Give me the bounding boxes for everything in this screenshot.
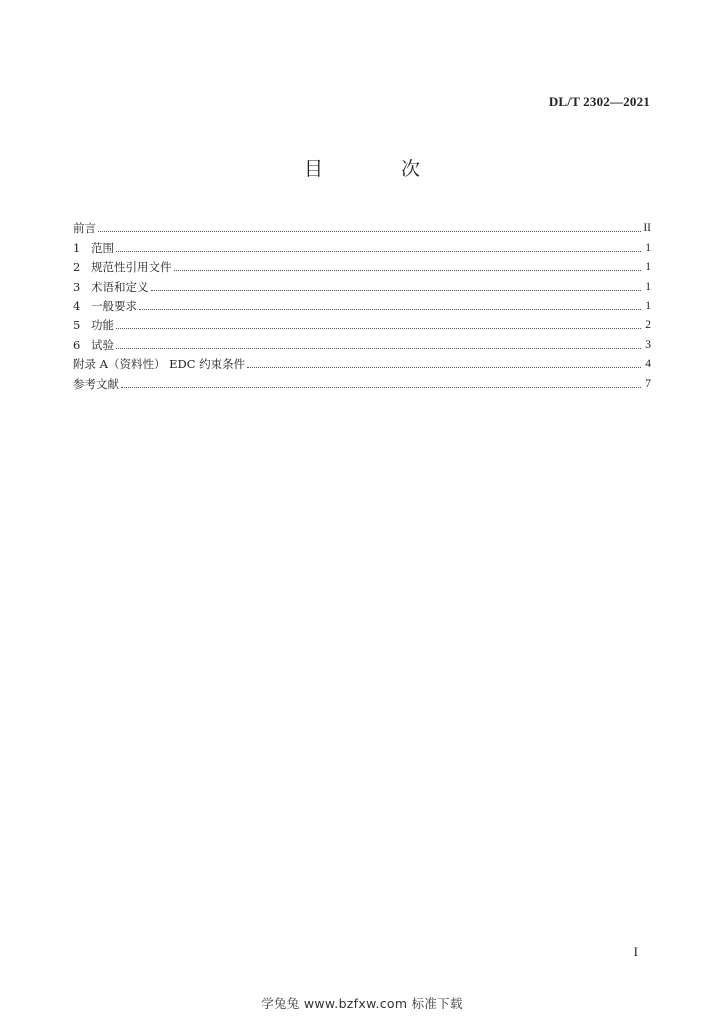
toc-entry-number: 4 — [73, 298, 81, 313]
toc-entry-number: 5 — [73, 318, 81, 333]
toc-entry-label: 一般要求 — [91, 298, 137, 313]
toc-entry-bibliography[interactable] — [73, 371, 651, 390]
toc-entry-label: 附录 A（资料性） EDC 约束条件 — [73, 357, 246, 372]
toc-entry-page: 1 — [645, 280, 651, 293]
toc-leader-dots — [98, 231, 641, 232]
toc-entry-label: 功能 — [91, 318, 114, 333]
toc-entry-page: 2 — [645, 319, 651, 332]
toc-entry-label: 试验 — [91, 337, 114, 352]
toc-entry-page: 1 — [645, 299, 651, 312]
toc-entry-foreword[interactable] — [73, 216, 651, 235]
toc-entry-label: 参考文献 — [73, 376, 119, 391]
toc-entry-number: 2 — [73, 260, 81, 275]
toc-entry-label: 术语和定义 — [91, 279, 149, 294]
toc-leader-dots — [116, 251, 641, 252]
toc-leader-dots — [174, 270, 642, 271]
toc-entry-terms-definitions[interactable] — [73, 274, 651, 293]
toc-leader-dots — [121, 387, 641, 388]
toc-title: 目 次 — [303, 158, 457, 180]
toc-entry-number: 6 — [73, 337, 81, 352]
toc-leader-dots — [151, 290, 642, 291]
footer-watermark: 学兔兔 www.bzfxw.com 标准下载 — [261, 996, 463, 1011]
page-number: I — [633, 944, 638, 959]
toc-entry-functions[interactable] — [73, 313, 651, 332]
toc-entry-general-requirements[interactable] — [73, 294, 651, 313]
toc-entry-appendix-a[interactable] — [73, 352, 651, 371]
toc-entry-page: 4 — [645, 358, 651, 371]
toc-entry-number: 3 — [73, 279, 81, 294]
document-code: DL/T 2302—2021 — [548, 94, 650, 109]
toc-entry-number: 1 — [73, 240, 81, 255]
toc-entry-page: 3 — [645, 338, 651, 351]
table-of-contents — [73, 216, 651, 391]
toc-entry-label: 前言 — [73, 221, 96, 236]
toc-entry-page: 1 — [645, 241, 651, 254]
toc-entry-label: 规范性引用文件 — [91, 260, 172, 275]
toc-entry-label: 范围 — [91, 240, 114, 255]
toc-entry-scope[interactable] — [73, 235, 651, 254]
toc-leader-dots — [139, 309, 641, 310]
toc-leader-dots — [116, 348, 641, 349]
toc-leader-dots — [247, 367, 641, 368]
toc-entry-tests[interactable] — [73, 332, 651, 351]
toc-entry-page: 7 — [645, 377, 651, 390]
toc-entry-page: II — [643, 222, 651, 235]
toc-entry-page: 1 — [645, 261, 651, 274]
toc-leader-dots — [116, 328, 641, 329]
toc-entry-normative-references[interactable] — [73, 255, 651, 274]
